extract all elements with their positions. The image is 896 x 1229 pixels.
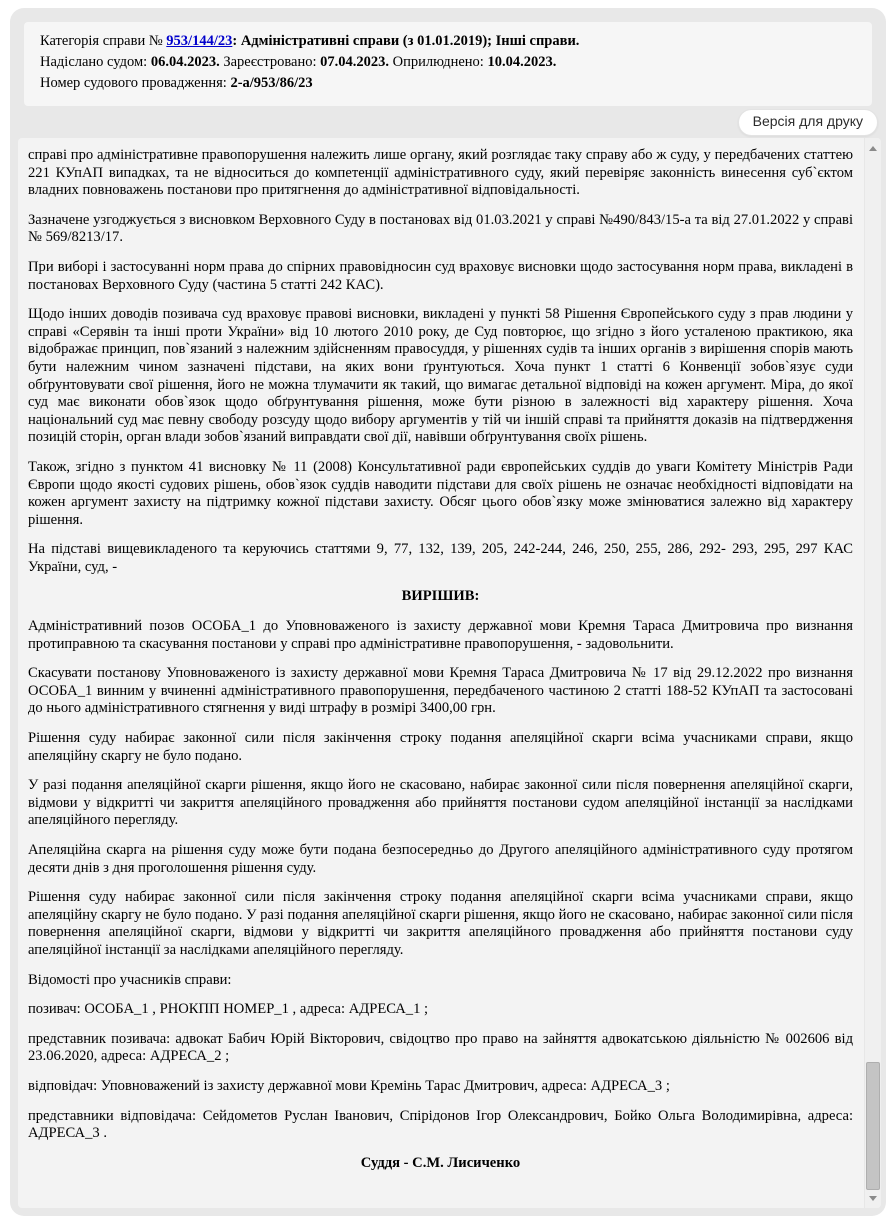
- document-paragraph: Також, згідно з пунктом 41 висновку № 11 (2008) Консультативної ради європейських суддів до уваги Комітету Міністрів Ради Європи щодо якості судових рішень, обов`язок суддів наводити підстави для своїх рішень не означає необхідності відповідати на кожен аргумент захисту на підтримку кожної підстави захисту. Обсяг цього обов`язку може змінюватися залежно від характеру рішення.: [28, 458, 853, 528]
- sent-date: 06.04.2023.: [150, 54, 220, 70]
- scroll-down-icon[interactable]: [865, 1190, 881, 1206]
- document-text: [18, 138, 864, 1208]
- case-number-link[interactable]: 953/144/23: [166, 33, 233, 49]
- document-scrollbar[interactable]: [864, 138, 881, 1208]
- sent-label: Надіслано судом:: [40, 54, 148, 70]
- document-paragraph: справі про адміністративне правопорушення належить лише органу, який розглядає таку справу або ж суду, у передбачених статтею 221 КУпАП випадках, та не відноситься до компетенції адміністративного суду, який перевіряє законність винесення суб`єктом владних повноважень постанови про притягнення до адміністративної відповідальності.: [28, 147, 853, 199]
- document-paragraph: Зазначене узгоджується з висновком Верховного Суду в постановах від 01.03.2021 у справі №490/843/15-а та від 27.01.2022 у справі № 569/8213/17.: [28, 211, 853, 246]
- document-paragraph: Адміністративний позов ОСОБА_1 до Уповноваженого із захисту державної мови Кремня Тараса Дмитровича про визнання протиправною та скасування постанови у справі про адміністративне правопорушення, - задовольнити.: [28, 618, 853, 652]
- print-version-button[interactable]: Версія для друку: [738, 109, 878, 136]
- document-paragraph: На підставі вищевикладеного та керуючись статтями 9, 77, 132, 139, 205, 242-244, 246, 250, 255, 286, 292- 293, 295, 297 КАС України, суд, -: [28, 541, 853, 575]
- document-paragraph: Апеляційна скарга на рішення суду може бути подана безпосередньо до Другого апеляційного адміністративного суду протягом десяти днів з дня проголошення рішення суду.: [28, 842, 853, 876]
- registered-date: 07.04.2023.: [320, 54, 390, 70]
- proceeding-label: Номер судового провадження:: [40, 75, 227, 91]
- document-paragraph: При виборі і застосуванні норм права до спірних правовідносин суд враховує висновки щодо застосування норм права, викладені в постановах Верховного Суду (частина 5 статті 242 КАС).: [28, 258, 853, 293]
- case-info-panel: [24, 22, 872, 106]
- document-paragraph: Скасувати постанову Уповноваженого із захисту державної мови Кремня Тараса Дмитровича № 17 від 29.12.2022 про визнання ОСОБА_1 винним у вчиненні адміністративного правопорушення, передбаченого частиною 2 статті 188-52 КУпАП та застосовані до нього адміністративного стягнення у виді штрафу в розмірі 3400,00 грн.: [28, 665, 853, 717]
- document-paragraph: Відомості про учасників справи:: [28, 971, 232, 988]
- registered-label: Зареєстровано:: [223, 54, 317, 70]
- scrollbar-thumb[interactable]: [866, 1062, 880, 1190]
- case-category-line: [40, 31, 856, 52]
- document-paragraph: Рішення суду набирає законної сили після закінчення строку подання апеляційної скарги всіма учасниками справи, якщо апеляційну скаргу не було подано.: [28, 730, 853, 764]
- published-label: Оприлюднено:: [392, 54, 484, 70]
- document-paragraph: У разі подання апеляційної скарги рішення, якщо його не скасовано, набирає законної сили після повернення апеляційної скарги, відмови у відкритті чи закриття апеляційного провадження або прийняття постанови судом апеляційної інстанції за наслідками апеляційного перегляду.: [28, 777, 853, 829]
- proceeding-number-line: [40, 73, 856, 94]
- page-panel: [10, 8, 886, 1216]
- document-viewer: [18, 138, 881, 1208]
- document-paragraph: позивач: ОСОБА_1 , РНОКПП НОМЕР_1 , адреса: АДРЕСА_1 ;: [28, 1001, 429, 1018]
- case-dates-line: [40, 52, 856, 73]
- document-paragraph: Щодо інших доводів позивача суд враховує правові висновки, викладені у пункті 58 Рішення Європейського суду з прав людини у справі «Серявін та інші проти України» від 10 лютого 2010 року, де Суд повторює, що згідно з його усталеною практикою, яка відображає принцип, пов`язаний з належним здійсненням правосуддя, у рішеннях судів та інших органів з вирішення спорів мають бути належним чином зазначені підстави, на яких вони ґрунтуються. Хоча пункт 1 статті 6 Конвенції зобов`язує суди обґрунтовувати свої рішення, його не можна тлумачити як такий, що вимагає детальної відповіді на кожен аргумент. Міра, до якої суд має виконати обов`язок щодо обґрунтування рішення, може бути різною в залежності від характеру рішення. Хоча національний суд має певну свободу розсуду щодо вибору аргументів у тій чи іншій справі та прийняття доказів на підтвердження позицій сторін, орган влади зобов`язаний виправдати свої дії, навівши обґрунтування своїх рішень.: [28, 306, 853, 446]
- document-paragraph: відповідач: Уповноважений із захисту державної мови Кремінь Тарас Дмитрович, адреса: АДРЕСА_3 ;: [28, 1077, 670, 1094]
- published-date: 10.04.2023.: [487, 54, 557, 70]
- category-label: Категорія справи №: [40, 33, 163, 49]
- category-value: : Адміністративні справи (з 01.01.2019); Інші справи.: [232, 33, 580, 49]
- document-paragraph: представник позивача: адвокат Бабич Юрій Вікторович, свідоцтво про право на зайняття адвокатською діяльністю № 002606 від 23.06.2020, адреса: АДРЕСА_2 ;: [28, 1030, 853, 1065]
- resolution-heading: ВИРІШИВ:: [401, 588, 480, 605]
- document-paragraph: Рішення суду набирає законної сили після закінчення строку подання апеляційної скарги всіма учасниками справи, якщо апеляційну скаргу не було подано. У разі подання апеляційної скарги рішення, якщо його не скасовано, набирає законної сили після повернення апеляційної скарги, відмови у відкритті чи закриття апеляційного провадження або прийняття постанови суду апеляційної інстанції за наслідками апеляційного перегляду.: [28, 889, 853, 958]
- judge-signature: Суддя - С.М. Лисиченко: [360, 1154, 521, 1171]
- proceeding-number: 2-а/953/86/23: [230, 75, 313, 91]
- scroll-up-icon[interactable]: [865, 140, 881, 156]
- document-paragraph: представники відповідача: Сейдометов Руслан Іванович, Спірідонов Ігор Олександрович, Бойко Ольга Володимирівна, адреса: АДРЕСА_3 .: [28, 1107, 853, 1142]
